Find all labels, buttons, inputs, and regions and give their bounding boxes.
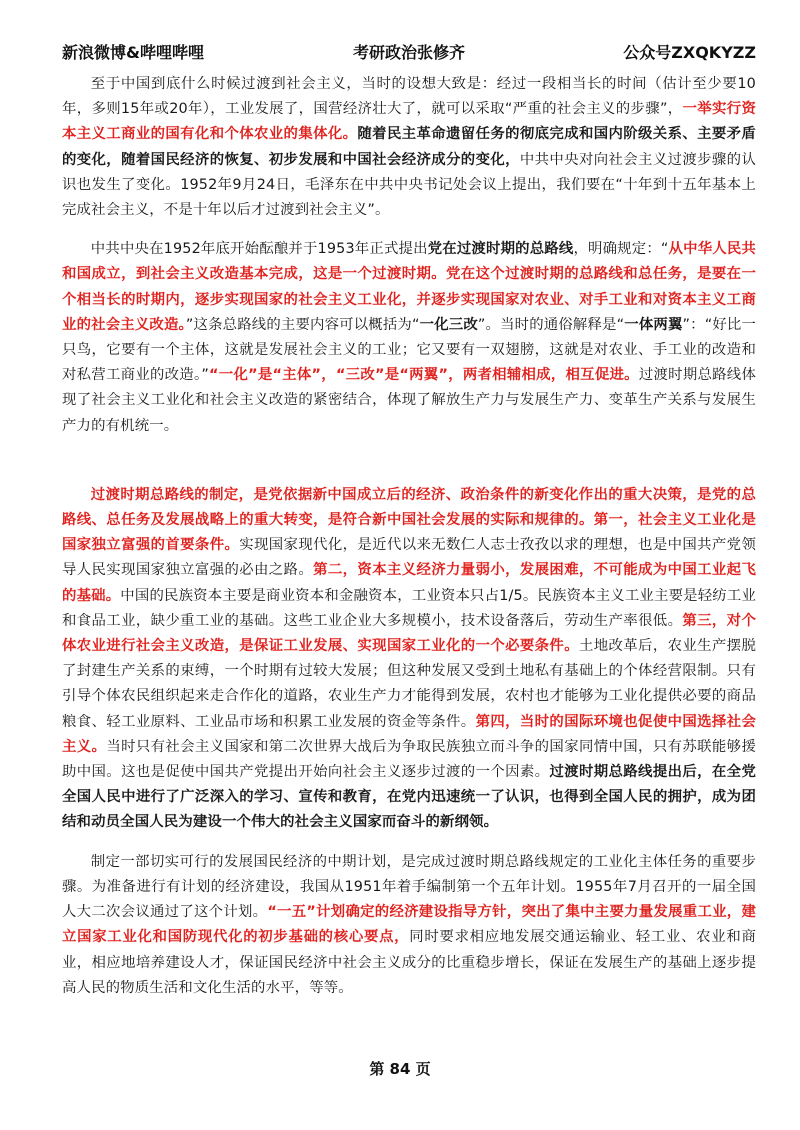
highlight-text: 第二，资本主义经济力量弱小，发展困难，不可能成为中国工业起飞的基础。 [62,562,756,604]
highlight-text: “一五”计划确定的经济建设指导方针，突出了集中主要力量发展重工业，建立国家工业化和国防现代化的初步基础的核心要点， [62,904,756,946]
paragraph-general-line [62,237,756,439]
body-text: 中共中央对向社会主义过渡步骤的认识也发生了变化。1952年9月24日，毛泽东在中共中央书记处会议上提出，我们要在“十年到十五年基本上完成社会主义，不是十年以后才过渡到社会主义”。 [62,151,756,219]
emphasis-text: 随着民主革命遗留任务的彻底完成和国内阶级关系、主要矛盾的变化，随着国民经济的恢复、初步发展和中国社会经济成分的变化， [62,126,756,168]
page-header [62,40,756,66]
body-text: 过渡时期总路线体现了社会主义工业化和社会主义改造的紧密结合，体现了解放生产力与发展生产力、变革生产关系与发展生产力的有机统一。 [62,367,757,434]
body-text: ”。当时的通俗解释是“ [477,316,625,333]
highlight-text: 第三，对个体农业进行社会主义改造，是保证工业发展、实现国家工业化的一个必要条件。 [62,612,756,655]
body-text: 实现国家现代化，是近代以来无数仁人志士孜孜以求的理想，也是中国共产党领导人民实现国家独立富强的必由之路。 [62,537,756,579]
body-text: 至于中国到底什么时候过渡到社会主义，当时的设想大致是：经过一段相当长的时间（估计至少要10年，多则15年或20年），工业发展了，国营经济壮大了，就可以采取“严重的社会主义的步骤”， [62,76,756,118]
emphasis-text: 一体两翼 [624,316,683,333]
highlight-text: “一化”是“主体”，“三改”是“两翼”，两者相辅相成，相互促进。 [209,367,639,384]
paragraph-transition-timing [62,72,756,223]
body-text: 中共中央在1952年底开始酝酿并于1953年正式提出 [90,241,428,258]
body-text: 土地改革后，农业生产摆脱了封建生产关系的束缚，一个时期有过较大发展；但这种发展又受到土地私有基础上的个体经营限制。只有引导个体农民组织起来走合作化的道路，农业生产力才能得到发展，农村也才能够为工业化提供必要的商品粮食、轻工业原料、工业品市场和积累工业发展的资金等条件。 [62,638,756,730]
emphasis-text: 党在过渡时期的总路线 [427,241,574,258]
highlight-text: 一举实行资本主义工商业的国有化和个体农业的集体化。 [62,101,756,143]
paragraph-general-line-rationale [62,483,756,836]
body-text: 当时只有社会主义国家和第二次世界大战后为争取民族独立而斗争的国家同情中国，只有苏联能够援助中国。这也是促使中国共产党提出开始向社会主义逐步过渡的一个因素。 [62,738,756,781]
paragraph-first-five-year-plan [62,850,756,1001]
body-text: ，明确规定：“ [573,241,669,258]
header-weibo-bilibili: 新浪微博&哔哩哔哩 [62,43,204,62]
highlight-text: 从中华人民共和国成立，到社会主义改造基本完成，这是一个过渡时期。党在这个过渡时期的总路线和总任务，是要在一个相当长的时期内，逐步实现国家的社会主义工业化，并逐步实现国家对农业、对手工业和对资本主义工商业的社会主义改造。 [62,241,756,333]
page-number: 第 84 页 [369,1060,431,1078]
header-author: 考研政治张修齐 [352,43,465,62]
header-wechat-account: 公众号ZXQKYZZ [623,43,756,62]
highlight-text: 过渡时期总路线的制定，是党依据新中国成立后的经济、政治条件的新变化作出的重大决策，是党的总路线、总任务及发展战略上的重大转变，是符合新中国社会发展的实际和规律的。第一，社会主义工业化是国家独立富强的首要条件。 [62,486,756,554]
highlight-text: 第四，当时的国际环境也促使中国选择社会主义。 [62,713,756,755]
body-text: 同时要求相应地发展交通运输业、轻工业、农业和商业，相应地培养建设人才，保证国民经济中社会主义成分的比重稳步增长，保证在发展生产的基础上逐步提高人民的物质生活和文化生活的水平，等等。 [62,929,757,996]
body-text: 制定一部切实可行的发展国民经济的中期计划，是完成过渡时期总路线规定的工业化主体任务的重要步骤。为准备进行有计划的经济建设，我国从1951年着手编制第一个五年计划。1955年7月召开的一届全国人大二次会议通过了这个计划。 [62,853,756,921]
emphasis-text: 过渡时期总路线提出后，在全党全国人民中进行了广泛深入的学习、宣传和教育，在党内迅速统一了认识，也得到全国人民的拥护，成为团结和动员全国人民为建设一个伟大的社会主义国家而奋斗的新纲领。 [62,764,756,831]
body-text: ”这条总路线的主要内容可以概括为“ [185,316,420,333]
emphasis-text: 一化三改 [419,316,478,333]
document-body [62,72,756,1001]
body-text: ”：“好比一只鸟，它要有一个主体，这就是发展社会主义的工业；它又要有一双翅膀，这就是对农业、手工业的改造和对私营工商业的改造。” [62,316,757,384]
body-text: 中国的民族资本主要是商业资本和金融资本，工业资本只占1/5。民族资本主义工业主要是轻纺工业和食品工业，缺少重工业的基础。这些工业企业大多规模小，技术设备落后，劳动生产率很低。 [62,587,756,629]
